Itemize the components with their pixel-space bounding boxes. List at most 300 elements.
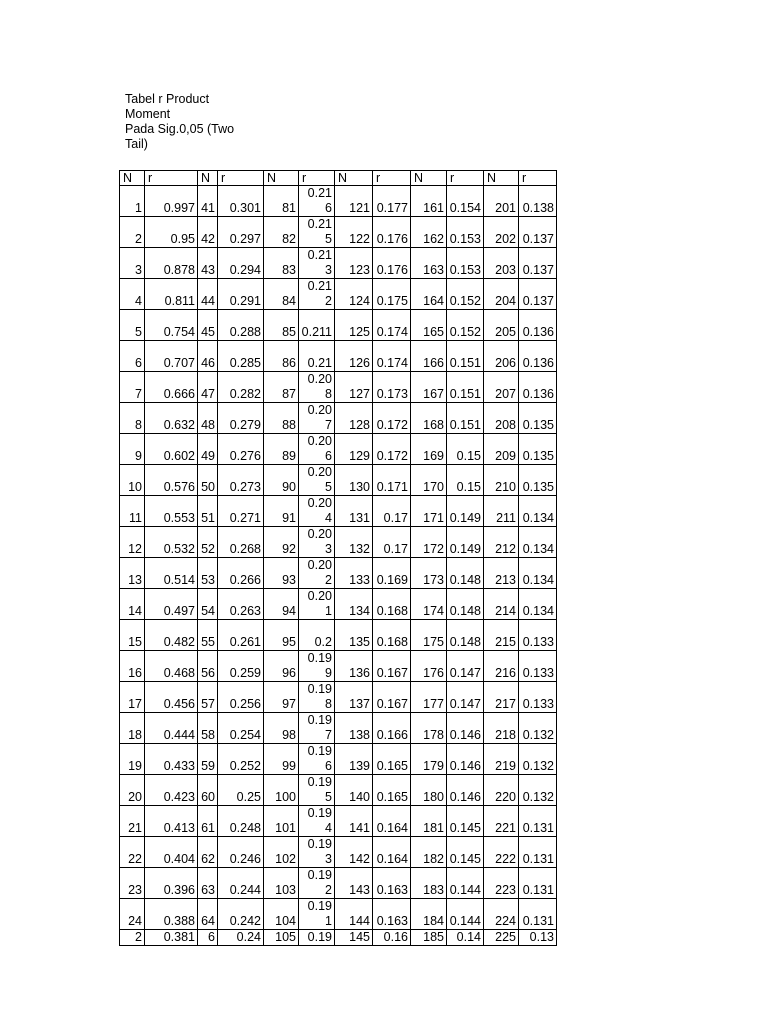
table-row: [120, 248, 557, 279]
n-cell: 92: [264, 527, 299, 558]
table-row: [120, 775, 557, 806]
table-row: [120, 930, 557, 946]
r-cell: 0.149: [447, 527, 484, 558]
column-header: r: [519, 171, 557, 186]
r-cell: 0.135: [519, 434, 557, 465]
n-cell: 91: [264, 496, 299, 527]
r-cell: 0.176: [373, 248, 411, 279]
column-header: r: [299, 171, 335, 186]
table-row: [120, 558, 557, 589]
r-cell: 0.163: [373, 868, 411, 899]
column-header: N: [411, 171, 447, 186]
title-line: Pada Sig.0,05 (Two: [125, 122, 235, 136]
r-cell: 0.25: [218, 775, 264, 806]
r-cell: 0.172: [373, 403, 411, 434]
r-cell: 0.13: [519, 930, 557, 946]
column-header: N: [484, 171, 519, 186]
n-cell: 171: [411, 496, 447, 527]
n-cell: 219: [484, 744, 519, 775]
n-cell: 126: [335, 341, 373, 372]
r-cell: 0.174: [373, 341, 411, 372]
n-cell: 2: [120, 930, 145, 946]
n-cell: 95: [264, 620, 299, 651]
n-cell: 169: [411, 434, 447, 465]
n-cell: 221: [484, 806, 519, 837]
n-cell: 15: [120, 620, 145, 651]
n-cell: 63: [198, 868, 218, 899]
n-cell: 55: [198, 620, 218, 651]
r-cell: 0.15: [447, 434, 484, 465]
n-cell: 51: [198, 496, 218, 527]
r-cell: 0.456: [145, 682, 198, 713]
n-cell: 98: [264, 713, 299, 744]
r-cell: 0.172: [373, 434, 411, 465]
r-cell: 0.17: [373, 496, 411, 527]
r-cell: 0.166: [373, 713, 411, 744]
r-cell: 0.252: [218, 744, 264, 775]
n-cell: 90: [264, 465, 299, 496]
title-line: Tabel r Product: [125, 92, 210, 106]
table-row: [120, 744, 557, 775]
table-row: [120, 837, 557, 868]
n-cell: 141: [335, 806, 373, 837]
n-cell: 204: [484, 279, 519, 310]
r-cell: 0.151: [447, 341, 484, 372]
n-cell: 205: [484, 310, 519, 341]
n-cell: 3: [120, 248, 145, 279]
r-cell: 0.131: [519, 899, 557, 930]
r-cell: 0.131: [519, 837, 557, 868]
n-cell: 58: [198, 713, 218, 744]
n-cell: 49: [198, 434, 218, 465]
r-cell: 0.246: [218, 837, 264, 868]
n-cell: 81: [264, 186, 299, 217]
r-cell: 0.878: [145, 248, 198, 279]
table-row: [120, 713, 557, 744]
n-cell: 211: [484, 496, 519, 527]
r-cell: 0.532: [145, 527, 198, 558]
r-cell: 0.263: [218, 589, 264, 620]
n-cell: 2: [120, 217, 145, 248]
r-cell: 0.259: [218, 651, 264, 682]
n-cell: 167: [411, 372, 447, 403]
r-cell: 0.261: [218, 620, 264, 651]
n-cell: 208: [484, 403, 519, 434]
n-cell: 172: [411, 527, 447, 558]
r-cell: 0.396: [145, 868, 198, 899]
n-cell: 61: [198, 806, 218, 837]
r-cell: 0.136: [519, 341, 557, 372]
r-cell: 0.131: [519, 868, 557, 899]
n-cell: 53: [198, 558, 218, 589]
n-cell: 133: [335, 558, 373, 589]
r-cell: 0.171: [373, 465, 411, 496]
r-cell: 0.444: [145, 713, 198, 744]
n-cell: 21: [120, 806, 145, 837]
r-cell: 0.482: [145, 620, 198, 651]
header-row: [120, 171, 557, 186]
column-header: N: [198, 171, 218, 186]
n-cell: 6: [120, 341, 145, 372]
r-cell: 0.134: [519, 558, 557, 589]
n-cell: 181: [411, 806, 447, 837]
n-cell: 182: [411, 837, 447, 868]
r-cell: 0.132: [519, 744, 557, 775]
n-cell: 48: [198, 403, 218, 434]
r-cell: 0.212: [299, 279, 335, 310]
n-cell: 174: [411, 589, 447, 620]
r-cell: 0.215: [299, 217, 335, 248]
n-cell: 209: [484, 434, 519, 465]
n-cell: 18: [120, 713, 145, 744]
n-cell: 163: [411, 248, 447, 279]
n-cell: 220: [484, 775, 519, 806]
n-cell: 143: [335, 868, 373, 899]
r-cell: 0.216: [299, 186, 335, 217]
r-cell: 0.205: [299, 465, 335, 496]
n-cell: 14: [120, 589, 145, 620]
n-cell: 125: [335, 310, 373, 341]
r-product-moment-table: [119, 170, 557, 946]
r-cell: 0.148: [447, 620, 484, 651]
n-cell: 62: [198, 837, 218, 868]
r-cell: 0.133: [519, 651, 557, 682]
title-line: Tail): [125, 137, 148, 151]
n-cell: 134: [335, 589, 373, 620]
r-cell: 0.174: [373, 310, 411, 341]
r-cell: 0.135: [519, 403, 557, 434]
r-cell: 0.195: [299, 775, 335, 806]
r-cell: 0.268: [218, 527, 264, 558]
r-cell: 0.145: [447, 837, 484, 868]
n-cell: 145: [335, 930, 373, 946]
r-cell: 0.288: [218, 310, 264, 341]
r-cell: 0.2: [299, 620, 335, 651]
r-cell: 0.169: [373, 558, 411, 589]
r-cell: 0.388: [145, 899, 198, 930]
r-cell: 0.553: [145, 496, 198, 527]
r-cell: 0.632: [145, 403, 198, 434]
r-cell: 0.423: [145, 775, 198, 806]
n-cell: 162: [411, 217, 447, 248]
r-cell: 0.197: [299, 713, 335, 744]
n-cell: 207: [484, 372, 519, 403]
column-header: r: [447, 171, 484, 186]
table-row: [120, 186, 557, 217]
n-cell: 139: [335, 744, 373, 775]
n-cell: 180: [411, 775, 447, 806]
r-cell: 0.19: [299, 930, 335, 946]
r-cell: 0.173: [373, 372, 411, 403]
n-cell: 89: [264, 434, 299, 465]
r-cell: 0.133: [519, 620, 557, 651]
r-cell: 0.201: [299, 589, 335, 620]
r-cell: 0.206: [299, 434, 335, 465]
r-cell: 0.137: [519, 279, 557, 310]
n-cell: 185: [411, 930, 447, 946]
r-cell: 0.134: [519, 589, 557, 620]
r-cell: 0.497: [145, 589, 198, 620]
r-cell: 0.133: [519, 682, 557, 713]
n-cell: 6: [198, 930, 218, 946]
n-cell: 50: [198, 465, 218, 496]
n-cell: 131: [335, 496, 373, 527]
n-cell: 102: [264, 837, 299, 868]
n-cell: 161: [411, 186, 447, 217]
r-cell: 0.148: [447, 589, 484, 620]
table-row: [120, 651, 557, 682]
r-cell: 0.151: [447, 403, 484, 434]
n-cell: 23: [120, 868, 145, 899]
r-cell: 0.163: [373, 899, 411, 930]
r-cell: 0.132: [519, 775, 557, 806]
r-cell: 0.24: [218, 930, 264, 946]
n-cell: 170: [411, 465, 447, 496]
n-cell: 142: [335, 837, 373, 868]
r-cell: 0.754: [145, 310, 198, 341]
n-cell: 166: [411, 341, 447, 372]
r-cell: 0.144: [447, 899, 484, 930]
n-cell: 201: [484, 186, 519, 217]
n-cell: 138: [335, 713, 373, 744]
n-cell: 11: [120, 496, 145, 527]
r-cell: 0.413: [145, 806, 198, 837]
r-cell: 0.165: [373, 744, 411, 775]
n-cell: 224: [484, 899, 519, 930]
r-cell: 0.149: [447, 496, 484, 527]
n-cell: 24: [120, 899, 145, 930]
r-cell: 0.132: [519, 713, 557, 744]
n-cell: 127: [335, 372, 373, 403]
r-cell: 0.244: [218, 868, 264, 899]
r-cell: 0.282: [218, 372, 264, 403]
r-cell: 0.213: [299, 248, 335, 279]
table-row: [120, 403, 557, 434]
n-cell: 5: [120, 310, 145, 341]
table-row: [120, 310, 557, 341]
r-cell: 0.134: [519, 527, 557, 558]
r-cell: 0.153: [447, 217, 484, 248]
n-cell: 123: [335, 248, 373, 279]
r-cell: 0.154: [447, 186, 484, 217]
n-cell: 137: [335, 682, 373, 713]
r-cell: 0.168: [373, 589, 411, 620]
r-cell: 0.404: [145, 837, 198, 868]
r-cell: 0.196: [299, 744, 335, 775]
n-cell: 12: [120, 527, 145, 558]
n-cell: 97: [264, 682, 299, 713]
r-cell: 0.21: [299, 341, 335, 372]
n-cell: 42: [198, 217, 218, 248]
n-cell: 164: [411, 279, 447, 310]
n-cell: 13: [120, 558, 145, 589]
r-cell: 0.291: [218, 279, 264, 310]
n-cell: 9: [120, 434, 145, 465]
n-cell: 128: [335, 403, 373, 434]
r-cell: 0.514: [145, 558, 198, 589]
n-cell: 43: [198, 248, 218, 279]
n-cell: 215: [484, 620, 519, 651]
n-cell: 216: [484, 651, 519, 682]
n-cell: 46: [198, 341, 218, 372]
n-cell: 177: [411, 682, 447, 713]
table-row: [120, 279, 557, 310]
r-cell: 0.433: [145, 744, 198, 775]
n-cell: 210: [484, 465, 519, 496]
r-cell: 0.152: [447, 279, 484, 310]
n-cell: 222: [484, 837, 519, 868]
n-cell: 105: [264, 930, 299, 946]
r-cell: 0.152: [447, 310, 484, 341]
r-cell: 0.17: [373, 527, 411, 558]
n-cell: 132: [335, 527, 373, 558]
n-cell: 184: [411, 899, 447, 930]
n-cell: 56: [198, 651, 218, 682]
n-cell: 175: [411, 620, 447, 651]
r-cell: 0.602: [145, 434, 198, 465]
r-cell: 0.207: [299, 403, 335, 434]
table-row: [120, 868, 557, 899]
table-row: [120, 806, 557, 837]
r-cell: 0.164: [373, 806, 411, 837]
r-cell: 0.167: [373, 682, 411, 713]
n-cell: 99: [264, 744, 299, 775]
r-cell: 0.666: [145, 372, 198, 403]
table-row: [120, 620, 557, 651]
column-header: N: [335, 171, 373, 186]
n-cell: 140: [335, 775, 373, 806]
r-cell: 0.202: [299, 558, 335, 589]
r-cell: 0.146: [447, 713, 484, 744]
r-cell: 0.146: [447, 775, 484, 806]
r-cell: 0.248: [218, 806, 264, 837]
n-cell: 104: [264, 899, 299, 930]
r-cell: 0.164: [373, 837, 411, 868]
title-line: Moment: [125, 107, 171, 121]
n-cell: 85: [264, 310, 299, 341]
r-cell: 0.136: [519, 372, 557, 403]
r-cell: 0.273: [218, 465, 264, 496]
n-cell: 130: [335, 465, 373, 496]
r-cell: 0.191: [299, 899, 335, 930]
n-cell: 87: [264, 372, 299, 403]
n-cell: 59: [198, 744, 218, 775]
r-cell: 0.256: [218, 682, 264, 713]
n-cell: 225: [484, 930, 519, 946]
r-cell: 0.997: [145, 186, 198, 217]
n-cell: 124: [335, 279, 373, 310]
r-cell: 0.199: [299, 651, 335, 682]
column-header: N: [120, 171, 145, 186]
r-cell: 0.135: [519, 465, 557, 496]
n-cell: 88: [264, 403, 299, 434]
n-cell: 136: [335, 651, 373, 682]
n-cell: 4: [120, 279, 145, 310]
n-cell: 8: [120, 403, 145, 434]
column-header: r: [218, 171, 264, 186]
r-cell: 0.301: [218, 186, 264, 217]
n-cell: 217: [484, 682, 519, 713]
table-row: [120, 465, 557, 496]
r-cell: 0.151: [447, 372, 484, 403]
n-cell: 223: [484, 868, 519, 899]
n-cell: 203: [484, 248, 519, 279]
n-cell: 1: [120, 186, 145, 217]
r-cell: 0.138: [519, 186, 557, 217]
n-cell: 183: [411, 868, 447, 899]
r-cell: 0.198: [299, 682, 335, 713]
r-cell: 0.242: [218, 899, 264, 930]
n-cell: 52: [198, 527, 218, 558]
r-cell: 0.208: [299, 372, 335, 403]
n-cell: 176: [411, 651, 447, 682]
table-row: [120, 527, 557, 558]
r-cell: 0.266: [218, 558, 264, 589]
n-cell: 57: [198, 682, 218, 713]
n-cell: 19: [120, 744, 145, 775]
n-cell: 218: [484, 713, 519, 744]
n-cell: 16: [120, 651, 145, 682]
n-cell: 86: [264, 341, 299, 372]
table-row: [120, 217, 557, 248]
r-cell: 0.137: [519, 217, 557, 248]
table-title: [125, 92, 245, 152]
r-cell: 0.95: [145, 217, 198, 248]
r-cell: 0.147: [447, 682, 484, 713]
table-row: [120, 372, 557, 403]
n-cell: 54: [198, 589, 218, 620]
r-cell: 0.175: [373, 279, 411, 310]
r-cell: 0.134: [519, 496, 557, 527]
n-cell: 7: [120, 372, 145, 403]
r-cell: 0.203: [299, 527, 335, 558]
r-cell: 0.294: [218, 248, 264, 279]
n-cell: 82: [264, 217, 299, 248]
r-cell: 0.145: [447, 806, 484, 837]
n-cell: 84: [264, 279, 299, 310]
n-cell: 17: [120, 682, 145, 713]
n-cell: 168: [411, 403, 447, 434]
r-cell: 0.468: [145, 651, 198, 682]
r-cell: 0.811: [145, 279, 198, 310]
n-cell: 44: [198, 279, 218, 310]
r-cell: 0.153: [447, 248, 484, 279]
r-cell: 0.16: [373, 930, 411, 946]
column-header: N: [264, 171, 299, 186]
table-row: [120, 341, 557, 372]
r-cell: 0.177: [373, 186, 411, 217]
n-cell: 173: [411, 558, 447, 589]
n-cell: 122: [335, 217, 373, 248]
n-cell: 10: [120, 465, 145, 496]
r-cell: 0.707: [145, 341, 198, 372]
column-header: r: [373, 171, 411, 186]
r-cell: 0.167: [373, 651, 411, 682]
table-row: [120, 589, 557, 620]
n-cell: 45: [198, 310, 218, 341]
r-cell: 0.271: [218, 496, 264, 527]
r-cell: 0.211: [299, 310, 335, 341]
n-cell: 93: [264, 558, 299, 589]
n-cell: 47: [198, 372, 218, 403]
n-cell: 135: [335, 620, 373, 651]
table-row: [120, 434, 557, 465]
r-cell: 0.285: [218, 341, 264, 372]
r-cell: 0.297: [218, 217, 264, 248]
n-cell: 20: [120, 775, 145, 806]
n-cell: 214: [484, 589, 519, 620]
r-cell: 0.576: [145, 465, 198, 496]
